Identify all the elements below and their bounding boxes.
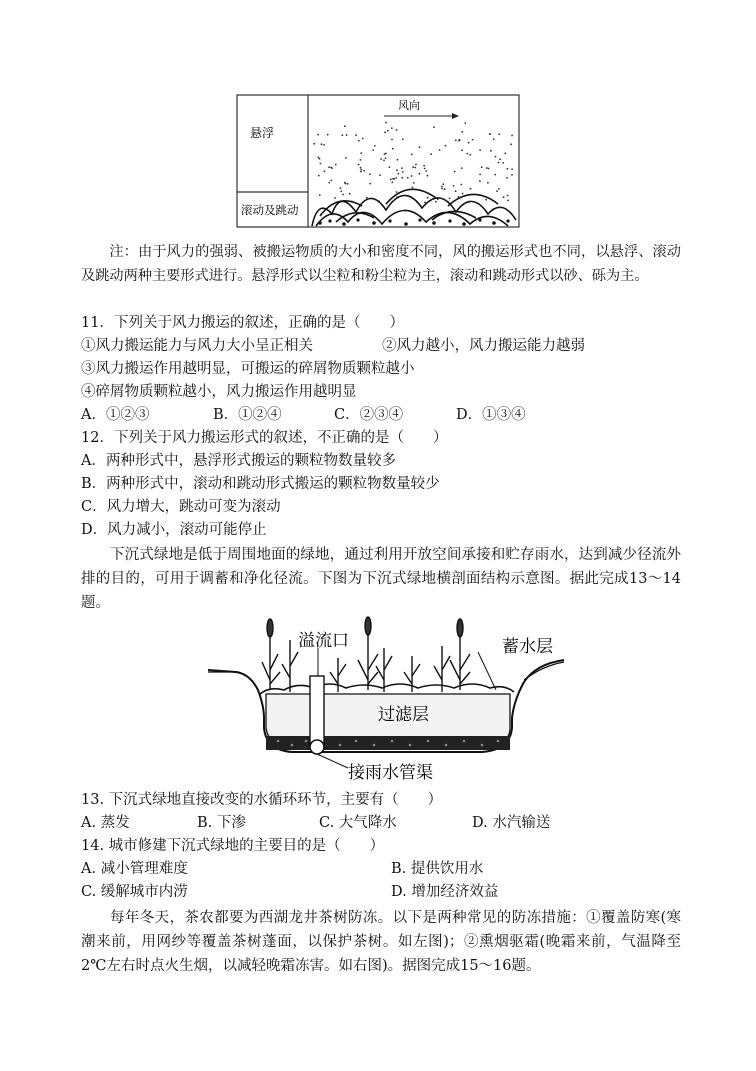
dust-dot	[461, 184, 463, 186]
dust-dot	[396, 191, 398, 193]
dust-dot	[435, 201, 437, 203]
dust-dot	[369, 173, 371, 175]
intro-15-16-text: 每年冬天，茶农都要为西湖龙井茶树防冻。以下是两种常见的防冻措施：①覆盖防寒(寒潮来前，用网纱等覆盖茶树蓬面，以保护茶树。如左图)；②熏烟驱霜(晚霜来前，气温降至2℃左右时点火生烟，以减轻晚霜冻害。如右图)。据图完成15～16题。	[81, 910, 681, 974]
dust-dot	[319, 158, 321, 160]
dust-dot	[392, 148, 394, 150]
dust-dot	[419, 173, 421, 175]
q14-option-a[interactable]: A. 减小管理难度	[81, 861, 188, 877]
dust-dot	[458, 140, 460, 142]
dust-dot	[319, 194, 321, 196]
dust-dot	[397, 173, 399, 175]
dust-dot	[392, 178, 394, 180]
dust-dot	[414, 167, 416, 169]
dust-dot	[423, 165, 425, 167]
dust-dot	[445, 145, 447, 147]
dust-dot	[449, 198, 451, 200]
q13-stem: 13. 下沉式绿地直接改变的水循环环节，主要有（ ）	[81, 792, 443, 808]
dust-dot	[401, 167, 403, 169]
dust-dot	[360, 167, 362, 169]
dust-dot	[344, 125, 346, 127]
dust-dot	[328, 182, 330, 184]
dust-dot	[511, 174, 513, 176]
dust-dot	[342, 194, 344, 196]
dust-dot	[489, 133, 491, 135]
dust-dot	[395, 177, 397, 179]
plants	[262, 617, 470, 692]
dust-dot	[323, 144, 325, 146]
dust-dot	[461, 167, 463, 169]
dust-dot	[330, 180, 332, 182]
dust-dot	[387, 130, 389, 132]
dust-dot	[498, 162, 500, 164]
dust-dot	[402, 138, 404, 140]
dust-dot	[355, 134, 357, 136]
q11-statement-3: ③风力搬运作用越明显，可搬运的碎屑物质颗粒越小	[81, 361, 415, 377]
dust-dot	[481, 166, 483, 168]
dust-dot	[327, 134, 329, 136]
dust-dot	[349, 193, 351, 195]
q12-option-c[interactable]: C．风力增大，跳动可变为滚动	[81, 499, 281, 515]
dust-dot	[411, 175, 413, 177]
dust-dot	[391, 139, 393, 141]
dust-dot	[346, 134, 348, 136]
dust-dot	[385, 122, 387, 124]
q14-option-d[interactable]: D. 增加经济效益	[391, 884, 499, 900]
q11-option-a[interactable]: A．①②③	[81, 407, 150, 423]
dust-dot	[506, 177, 508, 179]
dust-dot	[503, 196, 505, 198]
q13-option-c[interactable]: C. 大气降水	[319, 815, 397, 831]
q12-option-b[interactable]: B．两种形式中，滚动和跳动形式搬运的颗粒物数量较少	[81, 476, 440, 492]
dust-dot	[401, 177, 403, 179]
q11-statement-1: ①风力搬运能力与风力大小呈正相关	[81, 338, 313, 354]
dust-dot	[454, 171, 456, 173]
dust-dot	[374, 145, 376, 147]
dust-dot	[493, 138, 495, 140]
dust-dot	[487, 182, 489, 184]
dust-dot	[360, 169, 362, 171]
dust-dot	[479, 149, 481, 151]
q13-option-d[interactable]: D. 水汽输送	[472, 815, 551, 831]
dust-dot	[413, 182, 415, 184]
dust-dot	[390, 179, 392, 181]
dust-dot	[494, 174, 496, 176]
dust-dot	[360, 152, 362, 154]
dust-dot	[427, 175, 429, 177]
dust-dot	[433, 126, 435, 128]
filter-layer-label: 过滤层	[378, 705, 429, 725]
dust-dot	[397, 159, 399, 161]
q14-stem: 14. 城市修建下沉式绿地的主要目的是（ ）	[81, 838, 385, 854]
drain-pipe-icon	[310, 740, 324, 754]
q14-option-b[interactable]: B. 提供饮用水	[391, 861, 484, 877]
dust-dot	[507, 195, 509, 197]
wind-direction-label: 风向	[398, 99, 420, 112]
q12-option-a[interactable]: A．两种形式中，悬浮形式搬运的颗粒物数量较多	[81, 453, 396, 469]
dust-dot	[341, 134, 343, 136]
dust-dot	[453, 185, 455, 187]
dust-dot	[427, 197, 429, 199]
dust-dot	[464, 122, 466, 124]
dust-dot	[439, 149, 441, 151]
q11-stem: 11．下列关于风力搬运的叙述，正确的是（ ）	[81, 315, 404, 331]
dust-dot	[317, 134, 319, 136]
sunken-greenland-figure	[206, 600, 566, 790]
dust-dot	[424, 168, 426, 170]
dust-dot	[372, 149, 374, 151]
dust-dot	[369, 183, 371, 185]
dust-dot	[485, 199, 487, 201]
dust-dot	[415, 164, 417, 166]
dust-dot	[498, 133, 500, 135]
dust-dot	[344, 182, 346, 184]
dust-dot	[468, 142, 470, 144]
storage-layer-label: 蓄水层	[502, 637, 553, 657]
dust-dot	[384, 131, 386, 133]
dust-dot	[470, 188, 472, 190]
dust-dot	[383, 160, 385, 162]
dust-dot	[335, 164, 337, 166]
dust-dot	[384, 153, 386, 155]
dust-dot	[362, 138, 364, 140]
dust-dot	[511, 135, 513, 137]
dust-dot	[389, 166, 391, 168]
dust-dot	[430, 153, 432, 155]
wind-transport-figure	[236, 94, 520, 228]
dust-dot	[490, 150, 492, 152]
dust-dot	[318, 175, 320, 177]
dust-dot	[461, 149, 463, 151]
dust-dot	[498, 188, 500, 190]
dust-dot	[425, 170, 427, 172]
dust-dot	[330, 167, 332, 169]
dust-dot	[462, 193, 464, 195]
dust-dot	[455, 139, 457, 141]
dust-dot	[419, 146, 421, 148]
dust-dot	[320, 163, 322, 165]
dust-dot	[411, 154, 413, 156]
dust-dot	[334, 197, 336, 199]
q13-option-a[interactable]: A. 蒸发	[81, 815, 130, 831]
dust-dot	[391, 127, 393, 129]
rolling-label: 滚动及跳动	[241, 203, 299, 217]
dust-dot	[407, 177, 409, 179]
q13-option-b[interactable]: B. 下渗	[197, 815, 246, 831]
dust-dot	[412, 187, 414, 189]
dust-dot	[412, 166, 414, 168]
dust-dot	[504, 152, 506, 154]
dust-dot	[472, 139, 474, 141]
dust-dot	[507, 168, 509, 170]
dust-dot	[488, 168, 490, 170]
dust-dot	[347, 183, 349, 185]
dust-dot	[385, 157, 387, 159]
dust-dot	[358, 164, 360, 166]
dust-dot	[466, 153, 468, 155]
dust-dot	[443, 183, 445, 185]
dust-dot	[363, 170, 365, 172]
dust-dot	[379, 174, 381, 176]
dust-dot	[396, 169, 398, 171]
dust-dot	[479, 174, 481, 176]
dust-dot	[444, 188, 446, 190]
dust-dot	[486, 167, 488, 169]
dust-dot	[328, 166, 330, 168]
dust-dot	[324, 170, 326, 172]
dust-dot	[455, 190, 457, 192]
dust-dot	[469, 154, 471, 156]
dust-dot	[396, 129, 398, 131]
dust-dot	[479, 180, 481, 182]
dust-dot	[340, 187, 342, 189]
suspension-label: 悬浮	[250, 126, 275, 140]
dust-dot	[360, 159, 362, 161]
dust-dot	[345, 157, 347, 159]
dust-dot	[391, 181, 393, 183]
note-text: 注：由于风力的强弱、被搬运物质的大小和密度不同，风的搬运形式也不同，以悬浮、滚动及跳动两种主要形式进行。悬浮形式以尘粒和粉尘粒为主，滚动和跳动形式以砂、砾为主。	[81, 244, 681, 284]
q11-option-d[interactable]: D．①③④	[456, 407, 526, 423]
dust-dot	[495, 156, 497, 158]
intro-15-16	[81, 906, 681, 978]
dust-dot	[313, 143, 315, 145]
dust-dot	[321, 143, 323, 145]
q11-statement-4: ④碎屑物质颗粒越小，风力搬运作用越明显	[81, 384, 357, 400]
dust-dot	[496, 190, 498, 192]
q12-stem: 12．下列关于风力搬运形式的叙述，不正确的是（ ）	[81, 430, 448, 446]
q11-option-c[interactable]: C．②③④	[334, 407, 404, 423]
dust-dot	[511, 168, 513, 170]
q11-statement-2: ②风力越小，风力搬运能力越弱	[382, 338, 585, 354]
dust-dot	[510, 143, 512, 145]
dust-dot	[360, 171, 362, 173]
overflow-label: 溢流口	[298, 631, 349, 651]
dust-dot	[507, 200, 509, 202]
q12-option-d[interactable]: D．风力减小，滚动可能停止	[81, 522, 267, 538]
dust-dot	[502, 162, 504, 164]
rain-pipe-label: 接雨水管渠	[348, 763, 433, 783]
dust-dot	[358, 140, 360, 142]
dust-dot	[499, 158, 501, 160]
q14-option-c[interactable]: C. 缓解城市内涝	[81, 884, 188, 900]
dust-dot	[461, 131, 463, 133]
dust-dot	[441, 186, 443, 188]
figure-note	[81, 240, 681, 288]
q11-option-b[interactable]: B．①②④	[213, 407, 282, 423]
dust-dot	[402, 171, 404, 173]
dust-dot	[380, 158, 382, 160]
dust-dot	[340, 190, 342, 192]
intro-13-14-text: 下沉式绿地是低于周围地面的绿地，通过利用开放空间承接和贮存雨水，达到减少径流外排的目的，可用于调蓄和净化径流。下图为下沉式绿地横剖面结构示意图。据此完成13～14题。	[81, 547, 681, 611]
overflow-pipe	[310, 676, 324, 746]
dust-dot	[441, 188, 443, 190]
